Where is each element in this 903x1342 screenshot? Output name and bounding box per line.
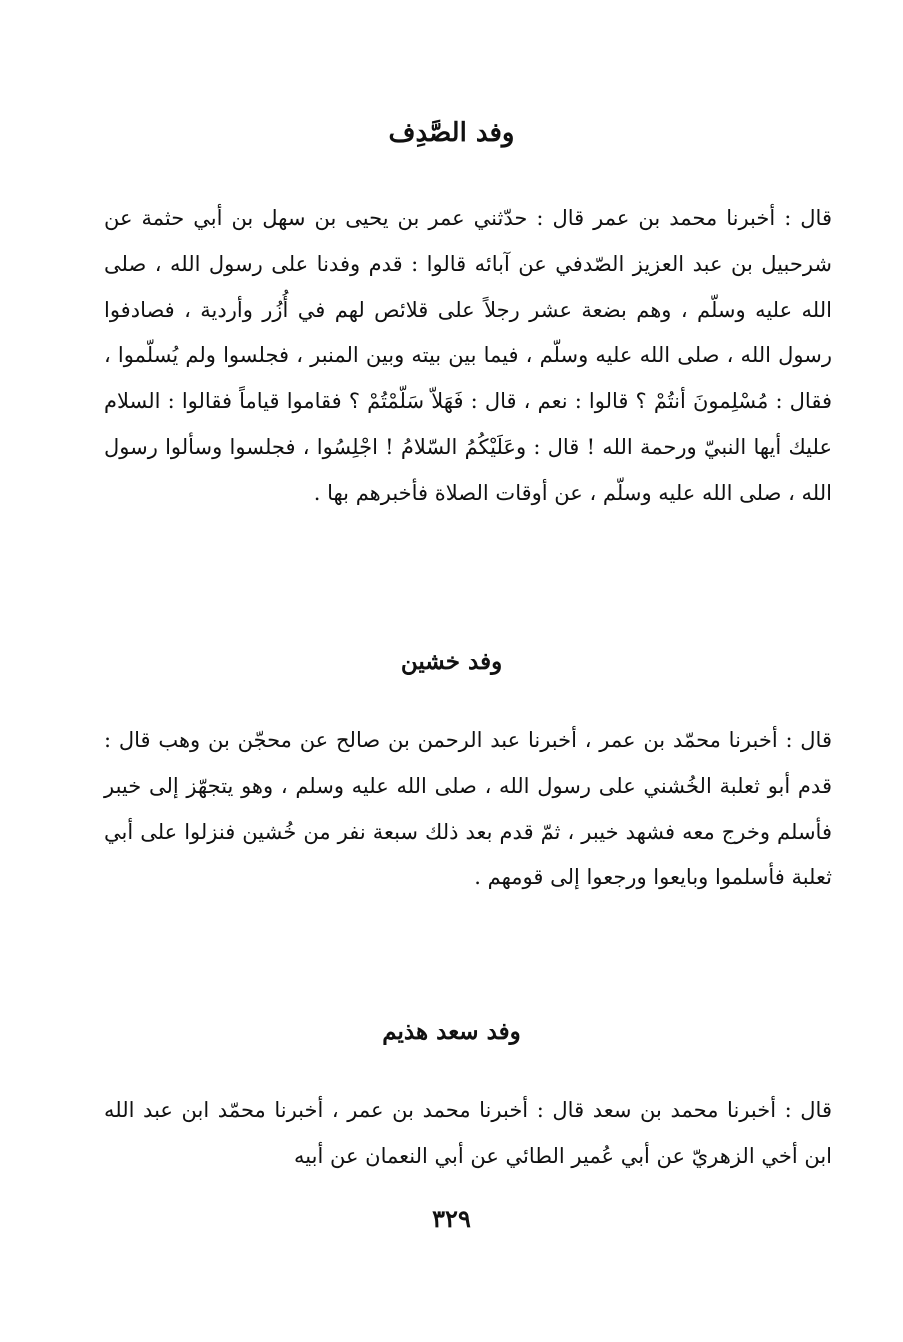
section-body-wafd-khushayn: قال : أخبرنا محمّد بن عمر ، أخبرنا عبد الرحمن بن صالح عن محجّن بن وهب قال : قدم أبو ثعلبة الخُشني على رسول الله ، صلى الله عليه وسلم ، وهو يتجهّز إلى خيبر فأسلم وخرج معه فشهد خيبر ، ثمّ قدم بعد ذلك سبعة نفر من خُشين فنزلوا على أبي ثعلبة فأسلموا وبايعوا ورجعوا إلى قومهم . — [104, 728, 832, 890]
section-body-wafd-al-sadif: قال : أخبرنا محمد بن عمر قال : حدّثني عمر بن يحيى بن سهل بن أبي حثمة عن شرحبيل بن عبد العزيز الصّدفي عن آبائه قالوا : قدم وفدنا على رسول الله ، صلى الله عليه وسلّم ، وهم بضعة عشر رجلاً على قلائص لهم في أُزُر وأردية ، فصادفوا رسول الله ، صلى الله عليه وسلّم ، فيما بين بيته وبين المنبر ، فجلسوا ولم يُسلّموا ، فقال : مُسْلِمونَ أنتُمْ ؟ قالوا : نعم ، قال : فَهَلاّ سَلّمْتُمْ ؟ فقاموا قياماً فقالوا : السلام عليك أيها النبيّ ورحمة الله ! قال : وعَلَيْكُمُ السّلامُ ! اجْلِسُوا ، فجلسوا وسألوا رسول الله ، صلى الله عليه وسلّم ، عن أوقات الصلاة فأخبرهم بها . — [104, 206, 832, 505]
section-title-wafd-khushayn: وفد خشين — [400, 648, 503, 675]
section-body-wafd-saad-hudhaym: قال : أخبرنا محمد بن سعد قال : أخبرنا محمد بن عمر ، أخبرنا محمّد ابن عبد الله ابن أخي الزهريّ عن أبي عُمير الطائي عن أبي النعمان عن أبيه — [104, 1098, 832, 1168]
section-title-wafd-saad-hudhaym: وفد سعد هذيم — [382, 1018, 521, 1045]
page-number: ٣٢٩ — [432, 1204, 471, 1233]
section-title-wafd-al-sadif: وفد الصَّدِف — [388, 118, 515, 148]
